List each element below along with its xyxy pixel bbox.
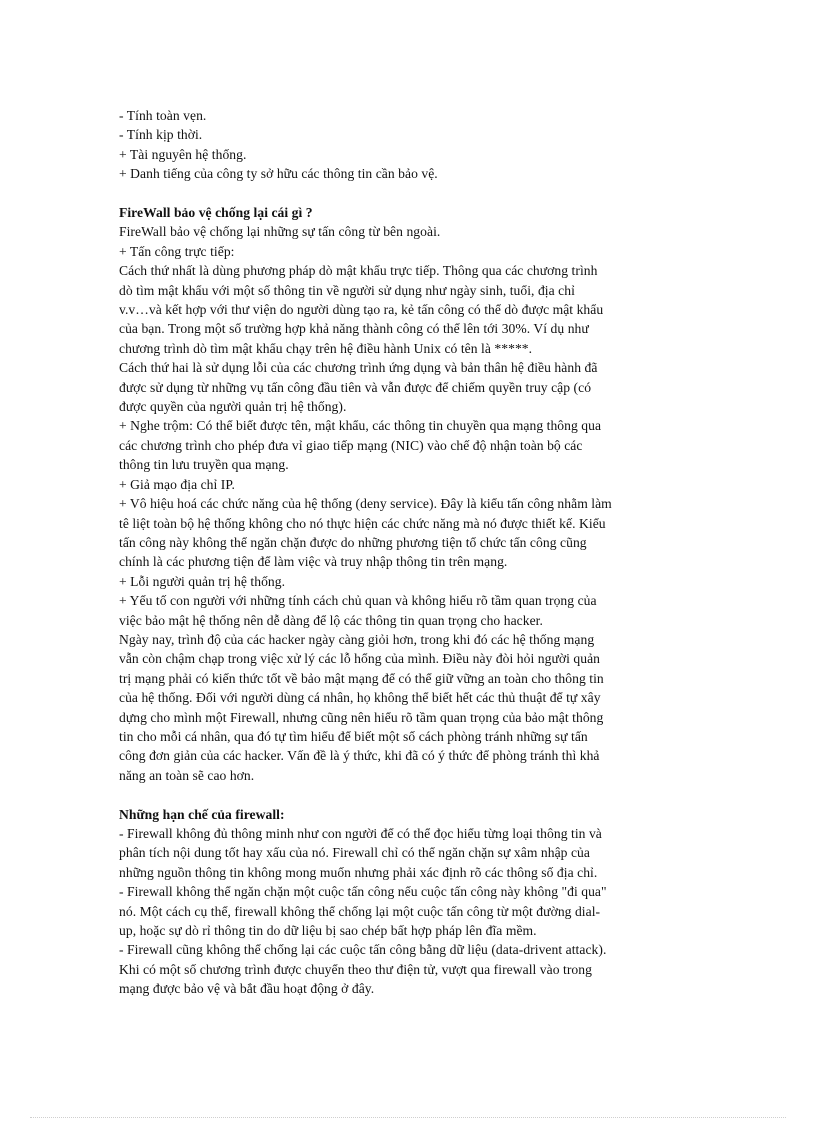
text-line: + Nghe trộm: Có thể biết được tên, mật khẩu, các thông tin chuyền qua mạng thông qua xyxy=(119,418,602,434)
text-line: trị mạng phải có kiến thức tốt về bảo mật mạng để có thể giữ vững an toàn cho thông tin xyxy=(119,670,604,686)
text-line: + Giả mạo địa chỉ IP. xyxy=(119,476,235,492)
text-line: của hệ thống. Đối với người dùng cá nhân, họ không thể biết hết các thủ thuật để tự xây xyxy=(119,690,601,706)
section-heading: FireWall bảo vệ chống lại cái gì ? xyxy=(119,205,313,221)
text-line: Cách thứ hai là sử dụng lỗi của các chương trình ứng dụng và bản thân hệ điều hành đã xyxy=(119,360,598,376)
document-body xyxy=(119,106,699,999)
text-line: + Tấn công trực tiếp: xyxy=(119,243,235,259)
intro-block xyxy=(119,106,699,184)
section-heading: Những hạn chế của firewall: xyxy=(119,806,285,822)
text-line: được quyền của người quản trị hệ thống). xyxy=(119,399,347,415)
text-line: phân tích nội dung tốt hay xấu của nó. Firewall chỉ có thể ngăn chặn sự xâm nhập của xyxy=(119,845,590,861)
text-line: + Tài nguyên hệ thống. xyxy=(119,146,247,162)
text-line: công đơn giản của các hacker. Vấn đề là ý thức, khi đã có ý thức để phòng tránh thì khả xyxy=(119,748,600,764)
text-line: thông tin lưu truyền qua mạng. xyxy=(119,457,289,473)
section-firewall-protection xyxy=(119,203,699,785)
text-line: - Tính toàn vẹn. xyxy=(119,108,207,123)
text-line: của bạn. Trong một số trường hợp khả năng thành công có thể lên tới 30%. Ví dụ như xyxy=(119,321,589,337)
text-line: việc bảo mật hệ thống nên dễ dàng để lộ các thông tin quan trọng cho hacker. xyxy=(119,612,543,628)
text-line: dựng cho mình một Firewall, nhưng cũng nên hiểu rõ tầm quan trọng của bảo mật thông xyxy=(119,709,604,725)
text-line: chương trình dò tìm mật khẩu chạy trên hệ điều hành Unix có tên là *****. xyxy=(119,340,533,356)
text-line: - Firewall không đủ thông minh như con người để có thể đọc hiểu từng loại thông tin và xyxy=(119,826,602,841)
text-line: vẫn còn chậm chạp trong việc xử lý các lỗ hổng của mình. Điều này đòi hỏi người quản xyxy=(119,651,601,667)
text-line: FireWall bảo vệ chống lại những sự tấn công từ bên ngoài. xyxy=(119,224,441,240)
text-line: tấn công này không thể ngăn chặn được do những phương tiện tổ chức tấn công cũng xyxy=(119,534,587,550)
text-line: - Firewall cũng không thể chống lại các cuộc tấn công bằng dữ liệu (data-drivent attack). xyxy=(119,942,607,958)
text-line: + Vô hiệu hoá các chức năng của hệ thống (deny service). Đây là kiểu tấn công nhằm làm xyxy=(119,496,612,512)
text-line: những nguồn thông tin không mong muốn nhưng phải xác định rõ các thông số địa chỉ. xyxy=(119,864,598,880)
text-line: Cách thứ nhất là dùng phương pháp dò mật khẩu trực tiếp. Thông qua các chương trình xyxy=(119,263,598,279)
paragraph-spacer xyxy=(119,785,699,804)
text-line: tin cho mỗi cá nhân, qua đó tự tìm hiểu để biết một số cách phòng tránh những sự tấn xyxy=(119,728,588,744)
text-line: + Lỗi người quản trị hệ thống. xyxy=(119,573,286,589)
section-firewall-limitations xyxy=(119,805,699,999)
text-line: chính là các phương tiện để làm việc và truy nhập thông tin trên mạng. xyxy=(119,554,508,570)
text-line: + Danh tiếng của công ty sở hữu các thông tin cần bảo vệ. xyxy=(119,166,438,182)
text-line: - Tính kịp thời. xyxy=(119,127,203,143)
text-line: + Yếu tố con người với những tính cách chủ quan và không hiểu rõ tầm quan trọng của xyxy=(119,593,597,609)
text-line: v.v…và kết hợp với thư viện do người dùng tạo ra, kẻ tấn công có thể dò được mật khẩu xyxy=(119,302,604,318)
text-line: được sử dụng từ những vụ tấn công đầu tiên và vẫn được để chiếm quyền truy cập (có xyxy=(119,379,592,395)
text-line: mạng được bảo vệ và bắt đầu hoạt động ở đây. xyxy=(119,981,375,997)
text-line: up, hoặc sự dò rỉ thông tin do dữ liệu bị sao chép bất hợp pháp lên đĩa mềm. xyxy=(119,923,537,939)
text-line: nó. Một cách cụ thể, firewall không thể chống lại một cuộc tấn công từ một đường dial- xyxy=(119,903,601,919)
text-line: dò tìm mật khẩu với một số thông tin về người sử dụng như ngày sinh, tuổi, địa chỉ xyxy=(119,282,575,298)
paragraph-spacer xyxy=(119,184,699,203)
text-line: năng an toàn sẽ cao hơn. xyxy=(119,767,255,783)
text-line: - Firewall không thể ngăn chặn một cuộc tấn công nếu cuộc tấn công này không "đi qua" xyxy=(119,884,607,900)
text-line: Ngày nay, trình độ của các hacker ngày càng giỏi hơn, trong khi đó các hệ thống mạng xyxy=(119,631,595,647)
page-bottom-border xyxy=(30,1117,786,1118)
text-line: Khi có một số chương trình được chuyển theo thư điện tử, vượt qua firewall vào trong xyxy=(119,961,592,977)
text-line: các chương trình cho phép đưa vỉ giao tiếp mạng (NIC) vào chế độ nhận toàn bộ các xyxy=(119,437,583,453)
text-line: tê liệt toàn bộ hệ thống không cho nó thực hiện các chức năng mà nó được thiết kế. Kiểu xyxy=(119,515,606,531)
